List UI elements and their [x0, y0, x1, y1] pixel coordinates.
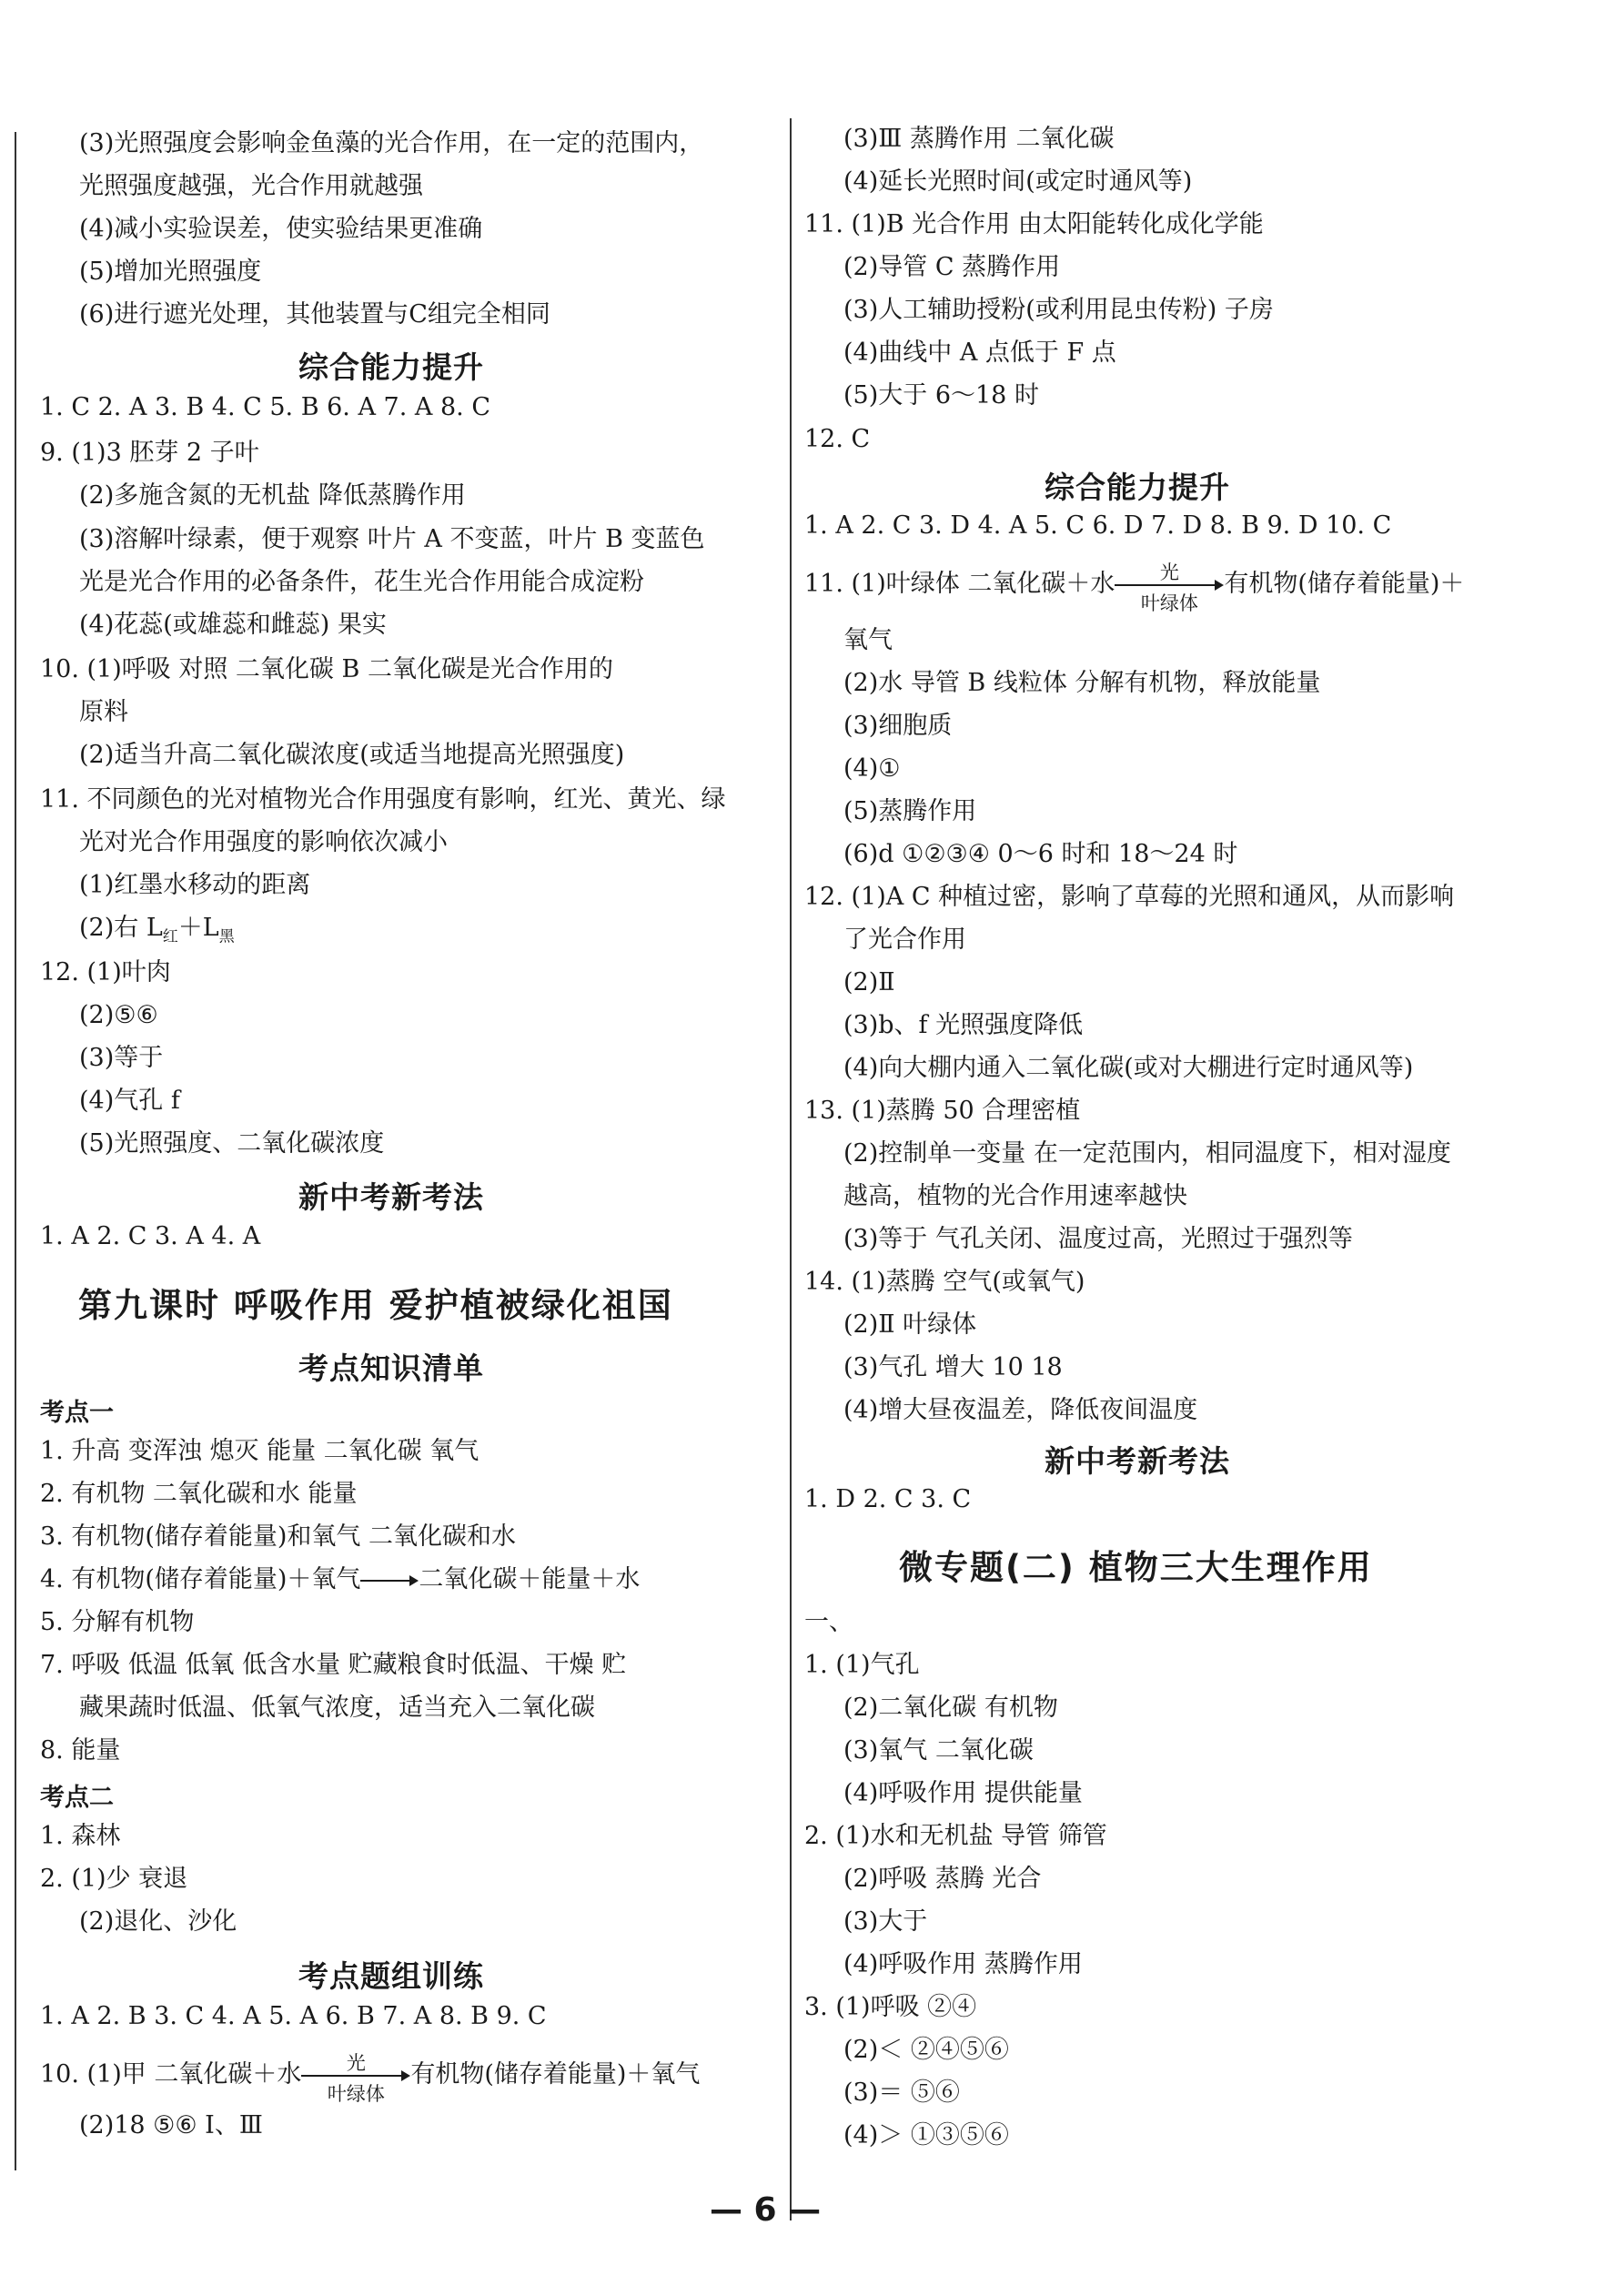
answer-line: (2)导管 C 蒸腾作用: [843, 253, 1061, 281]
answer-text: 11. (1)叶绿体 二氧化碳＋水: [804, 570, 1115, 598]
arrow-condition-top: 光: [346, 2051, 366, 2074]
answer-line: 10. (1)呼吸 对照 二氧化碳 B 二氧化碳是光合作用的: [40, 655, 613, 683]
answer-line: (4)花蕊(或雄蕊和雌蕊) 果实: [79, 611, 387, 639]
answer-line: 1. A 2. C 3. D 4. A 5. C 6. D 7. D 8. B 9. D 10. C: [804, 511, 1392, 540]
answer-line: (4)①: [843, 754, 901, 783]
answer-line: 1. 升高 变浑浊 熄灭 能量 二氧化碳 氧气: [40, 1437, 479, 1465]
arrow-condition-bottom: 叶绿体: [1140, 592, 1198, 614]
reaction-arrow-icon: [301, 2051, 410, 2105]
answer-line: 14. (1)蒸腾 空气(或氧气): [804, 1268, 1085, 1296]
answer-line: (2)＜ ②④⑤⑥: [843, 2036, 1009, 2064]
answer-text: 4. 有机物(储存着能量)＋氧气: [40, 1565, 361, 1593]
answer-line: (4)减小实验误差，使实验结果更准确: [79, 215, 483, 243]
answer-line: (2)适当升高二氧化碳浓度(或适当地提高光照强度): [79, 741, 625, 769]
kaodian-label: 考点一: [40, 1399, 114, 1427]
answer-line: 光是光合作用的必备条件，花生光合作用能合成淀粉: [79, 568, 644, 596]
answer-line: 1. A 2. B 3. C 4. A 5. A 6. B 7. A 8. B 9. C: [40, 2002, 547, 2030]
answer-line: 藏果蔬时低温、低氧气浓度，适当充入二氧化碳: [79, 1694, 595, 1722]
answer-line: [25, 912, 235, 953]
answer-line: 光对光合作用强度的影响依次减小: [79, 828, 448, 856]
answer-line: 原料: [79, 698, 128, 726]
section-heading: 考点知识清单: [298, 1350, 484, 1386]
answer-line: (4)增大昼夜温差，降低夜间温度: [843, 1396, 1198, 1424]
answer-line: 氧气: [843, 626, 893, 654]
answer-line: [25, 1563, 640, 1596]
answer-line: (2)控制单一变量 在一定范围内，相同温度下，相对湿度: [843, 1139, 1451, 1168]
answer-line: (3)Ⅲ 蒸腾作用 二氧化碳: [843, 125, 1115, 153]
answer-text: 有机物(储存着能量)＋: [1224, 570, 1465, 598]
answer-line: (3)光照强度会影响金鱼藻的光合作用，在一定的范围内，: [79, 129, 704, 157]
answer-line: 2. 有机物 二氧化碳和水 能量: [40, 1480, 358, 1508]
arrow-condition-bottom: 叶绿体: [327, 2082, 385, 2105]
left-margin-rule: [15, 132, 16, 2170]
answer-line: (5)增加光照强度: [79, 258, 262, 286]
page-number: — 6 —: [710, 2191, 822, 2229]
answer-line: (4)＞ ①③⑤⑥: [843, 2121, 1009, 2149]
answer-line: (2)呼吸 蒸腾 光合: [843, 1865, 1042, 1893]
answer-line: (3)气孔 增大 10 18: [843, 1353, 1063, 1381]
answer-text: 二氧化碳＋能量＋水: [419, 1565, 641, 1593]
answer-line: 12. (1)A C 种植过密，影响了草莓的光照和通风，从而影响: [804, 883, 1455, 911]
reaction-arrow-icon: [1115, 561, 1224, 614]
answer-line: 11. 不同颜色的光对植物光合作用强度有影响，红光、黄光、绿: [40, 785, 726, 814]
answer-line: 13. (1)蒸腾 50 合理密植: [804, 1097, 1081, 1125]
kaodian-label: 考点二: [40, 1784, 114, 1812]
answer-line: (3)人工辅助授粉(或利用昆虫传粉) 子房: [843, 296, 1274, 324]
answer-line: (4)呼吸作用 蒸腾作用: [843, 1950, 1083, 1978]
topic-title: 微专题(二) 植物三大生理作用: [899, 1548, 1373, 1587]
answer-line: (2)退化、沙化: [79, 1907, 237, 1936]
answer-line: (3)b、f 光照强度降低: [843, 1011, 1084, 1039]
answer-line: (1)红墨水移动的距离: [79, 871, 311, 899]
answer-line: 一、: [804, 1608, 853, 1636]
answer-line: (6)d ①②③④ 0～6 时和 18～24 时: [843, 840, 1238, 868]
answer-text: ＋L: [177, 914, 219, 942]
answer-line: (4)呼吸作用 提供能量: [843, 1779, 1083, 1807]
answer-line: 8. 能量: [40, 1736, 121, 1765]
answer-line: [790, 561, 1465, 614]
answer-line: 5. 分解有机物: [40, 1608, 195, 1636]
answer-line: (3)氧气 二氧化碳: [843, 1736, 1034, 1765]
subscript: 黑: [218, 927, 235, 946]
answer-line: 1. D 2. C 3. C: [804, 1485, 972, 1513]
section-heading: 新中考新考法: [1045, 1443, 1230, 1479]
answer-line: (2)18 ⑤⑥ Ⅰ、Ⅲ: [79, 2111, 263, 2139]
subscript: 红: [162, 927, 178, 946]
section-heading: 考点题组训练: [298, 1958, 484, 1994]
answer-line: 3. (1)呼吸 ②④: [804, 1993, 977, 2021]
answer-line: 3. 有机物(储存着能量)和氧气 二氧化碳和水: [40, 1522, 516, 1551]
answer-line: (2)多施含氮的无机盐 降低蒸腾作用: [79, 481, 466, 510]
answer-line: 1. 森林: [40, 1822, 121, 1850]
section-heading: 综合能力提升: [298, 349, 484, 385]
answer-line: (4)延长光照时间(或定时通风等): [843, 167, 1193, 196]
answer-line: (3)溶解叶绿素，便于观察 叶片 A 不变蓝，叶片 B 变蓝色: [79, 525, 705, 553]
answer-text: 10. (1)甲 二氧化碳＋水: [40, 2060, 302, 2089]
answer-line: 7. 呼吸 低温 低氧 低含水量 贮藏粮食时低温、干燥 贮: [40, 1651, 627, 1679]
answer-line: 光照强度越强，光合作用就越强: [79, 172, 423, 200]
answer-line: (5)光照强度、二氧化碳浓度: [79, 1129, 385, 1158]
answer-line: (5)大于 6～18 时: [843, 381, 1039, 410]
answer-line: 2. (1)水和无机盐 导管 筛管: [804, 1822, 1107, 1850]
answer-line: 12. C: [804, 425, 871, 453]
answer-line: 12. (1)叶肉: [40, 958, 171, 986]
answer-line: (3)等于: [79, 1044, 164, 1072]
answer-line: (6)进行遮光处理，其他装置与C组完全相同: [79, 300, 550, 329]
answer-line: (4)气孔 f: [79, 1087, 180, 1115]
answer-line: (4)向大棚内通入二氧化碳(或对大棚进行定时通风等): [843, 1054, 1414, 1082]
answer-line: 1. C 2. A 3. B 4. C 5. B 6. A 7. A 8. C: [40, 393, 490, 421]
answer-line: (4)曲线中 A 点低于 F 点: [843, 339, 1116, 367]
lesson-title: 第九课时 呼吸作用 爱护植被绿化祖国: [78, 1286, 673, 1325]
answer-line: 了光合作用: [843, 925, 966, 954]
arrow-condition-top: 光: [1159, 561, 1179, 583]
answer-line: [25, 2051, 701, 2105]
answer-line: 越高，植物的光合作用速率越快: [843, 1182, 1187, 1210]
section-heading: 综合能力提升: [1045, 470, 1230, 505]
answer-line: (3)细胞质: [843, 712, 953, 740]
answer-line: (3)大于: [843, 1907, 928, 1936]
answer-line: 11. (1)B 光合作用 由太阳能转化成化学能: [804, 210, 1264, 238]
answer-line: (2)水 导管 B 线粒体 分解有机物，释放能量: [843, 669, 1321, 697]
answer-line: 2. (1)少 衰退: [40, 1865, 188, 1893]
answer-line: 1. (1)气孔: [804, 1651, 920, 1679]
answer-text: 有机物(储存着能量)＋氧气: [410, 2060, 701, 2089]
answer-line: (5)蒸腾作用: [843, 797, 977, 825]
answer-line: (3)＝ ⑤⑥: [843, 2079, 960, 2107]
answer-text: (2)右 L: [79, 914, 163, 942]
section-heading: 新中考新考法: [298, 1179, 484, 1215]
answer-line: (2)Ⅱ 叶绿体: [843, 1310, 977, 1339]
arrow-icon: [360, 1572, 419, 1590]
answer-line: (2)二氧化碳 有机物: [843, 1694, 1058, 1722]
answer-line: (3)等于 气孔关闭、温度过高，光照过于强烈等: [843, 1225, 1353, 1253]
answer-line: (2)⑤⑥: [79, 1001, 158, 1029]
answer-line: 9. (1)3 胚芽 2 子叶: [40, 439, 259, 467]
answer-line: 1. A 2. C 3. A 4. A: [40, 1222, 261, 1250]
answer-line: (2)Ⅱ: [843, 968, 895, 996]
